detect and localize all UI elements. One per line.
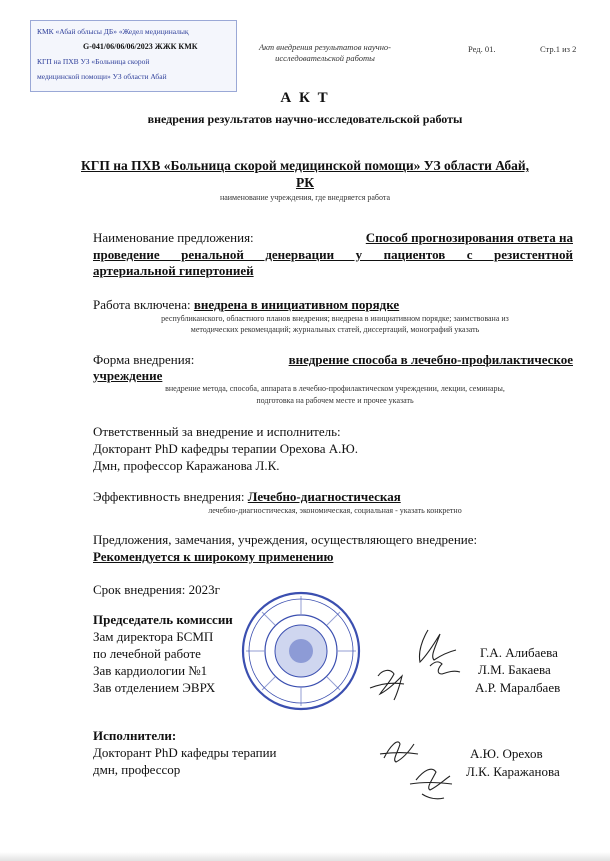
efficiency-row bbox=[93, 489, 401, 505]
responsible-label: Ответственный за внедрение и исполнитель: bbox=[93, 424, 341, 439]
commission-name-2: Л.М. Бакаева bbox=[478, 662, 551, 677]
stamp-line-3: КГП на ПХВ УЗ «Больница скорой bbox=[37, 57, 150, 66]
work-value: внедрена в инициативном порядке bbox=[193, 297, 400, 312]
header-document-name: Акт внедрения результатов научно-исследовательской работы bbox=[258, 42, 391, 63]
proposal-value-2: проведение ренальной денервации у пациентов с резистентной bbox=[93, 247, 573, 262]
responsible-line-2: Дмн, профессор Каражанова Л.К. bbox=[93, 458, 280, 473]
proposal-value-1: Способ прогнозирования ответа на bbox=[365, 230, 573, 245]
commission-role-4: Зав отделением ЭВРХ bbox=[93, 680, 216, 695]
commission-role-2: по лечебной работе bbox=[93, 646, 201, 661]
work-label: Работа включена: bbox=[93, 297, 191, 312]
document-subtitle: внедрения результатов научно-исследовательской работы bbox=[147, 112, 463, 126]
institution-note: наименование учреждения, где внедряется работа bbox=[219, 193, 391, 202]
official-seal-icon bbox=[240, 590, 362, 712]
commission-role-3: Зав кардиологии №1 bbox=[93, 663, 208, 678]
efficiency-note: лечебно-диагностическая, экономическая, социальная - указать конкретно bbox=[208, 506, 462, 515]
form-label: Форма внедрения: bbox=[93, 352, 195, 367]
form-note-1: внедрение метода, способа, аппарата в лечебно-профилактическом учреждении, лекции, семинары, bbox=[165, 384, 505, 393]
commission-signatures-icon bbox=[360, 622, 480, 712]
work-note-2: методических рекомендаций; журнальных статей, диссертаций, монографий указать bbox=[190, 325, 480, 334]
header-page: Стр.1 из 2 bbox=[540, 44, 577, 54]
work-note-1: республиканского, областного планов внедрения; внедрена в инициативном порядке; заимствована из bbox=[161, 314, 509, 323]
form-value-1: внедрение способа в лечебно-профилактическое bbox=[288, 352, 573, 367]
implementation-term: Срок внедрения: 2023г bbox=[93, 582, 220, 597]
stamp-line-1: КМК «Абай облысы ДБ» «Жедел медициналық bbox=[37, 27, 189, 36]
commission-name-3: А.Р. Маралбаев bbox=[475, 680, 561, 695]
header-edition: Ред. 01. bbox=[468, 44, 496, 54]
registration-stamp bbox=[30, 20, 237, 92]
proposal-row-1 bbox=[93, 230, 573, 246]
form-row-1 bbox=[93, 352, 573, 368]
responsible-line-1: Докторант PhD кафедры терапии Орехова А.Ю. bbox=[93, 441, 358, 456]
form-value-2: учреждение bbox=[93, 368, 163, 383]
commission-name-1: Г.А. Алибаева bbox=[480, 645, 558, 660]
commission-title: Председатель комиссии bbox=[93, 612, 233, 627]
executor-signatures-icon bbox=[370, 728, 470, 808]
efficiency-value: Лечебно-диагностическая bbox=[247, 489, 401, 504]
form-note-2: подготовка на рабочем месте и прочее указать bbox=[256, 396, 414, 405]
work-row bbox=[93, 297, 399, 313]
executor-role-1: Докторант PhD кафедры терапии bbox=[93, 745, 277, 760]
remarks-label: Предложения, замечания, учреждения, осуществляющего внедрение: bbox=[93, 532, 478, 547]
institution-line-2: РК bbox=[295, 175, 315, 190]
efficiency-label: Эффективность внедрения: bbox=[93, 489, 245, 504]
commission-role-1: Зам директора БСМП bbox=[93, 629, 214, 644]
document-title: А К Т bbox=[280, 90, 330, 106]
proposal-label: Наименование предложения: bbox=[93, 230, 254, 245]
remarks-value: Рекомендуется к широкому применению bbox=[93, 549, 334, 564]
executor-name-2: Л.К. Каражанова bbox=[466, 764, 560, 779]
executor-name-1: А.Ю. Орехов bbox=[470, 746, 543, 761]
executor-role-2: дмн, профессор bbox=[93, 762, 181, 777]
stamp-number: G-041/06/06/06/2023 ЖЖК КМК bbox=[83, 42, 198, 51]
institution-line-1: КГП на ПХВ «Больница скорой медицинской помощи» УЗ области Абай, bbox=[81, 158, 529, 173]
stamp-line-4: медицинской помощи» УЗ области Абай bbox=[37, 72, 167, 81]
executors-title: Исполнители: bbox=[93, 728, 177, 743]
proposal-value-3: артериальной гипертонией bbox=[93, 263, 254, 278]
scan-edge bbox=[0, 852, 610, 861]
